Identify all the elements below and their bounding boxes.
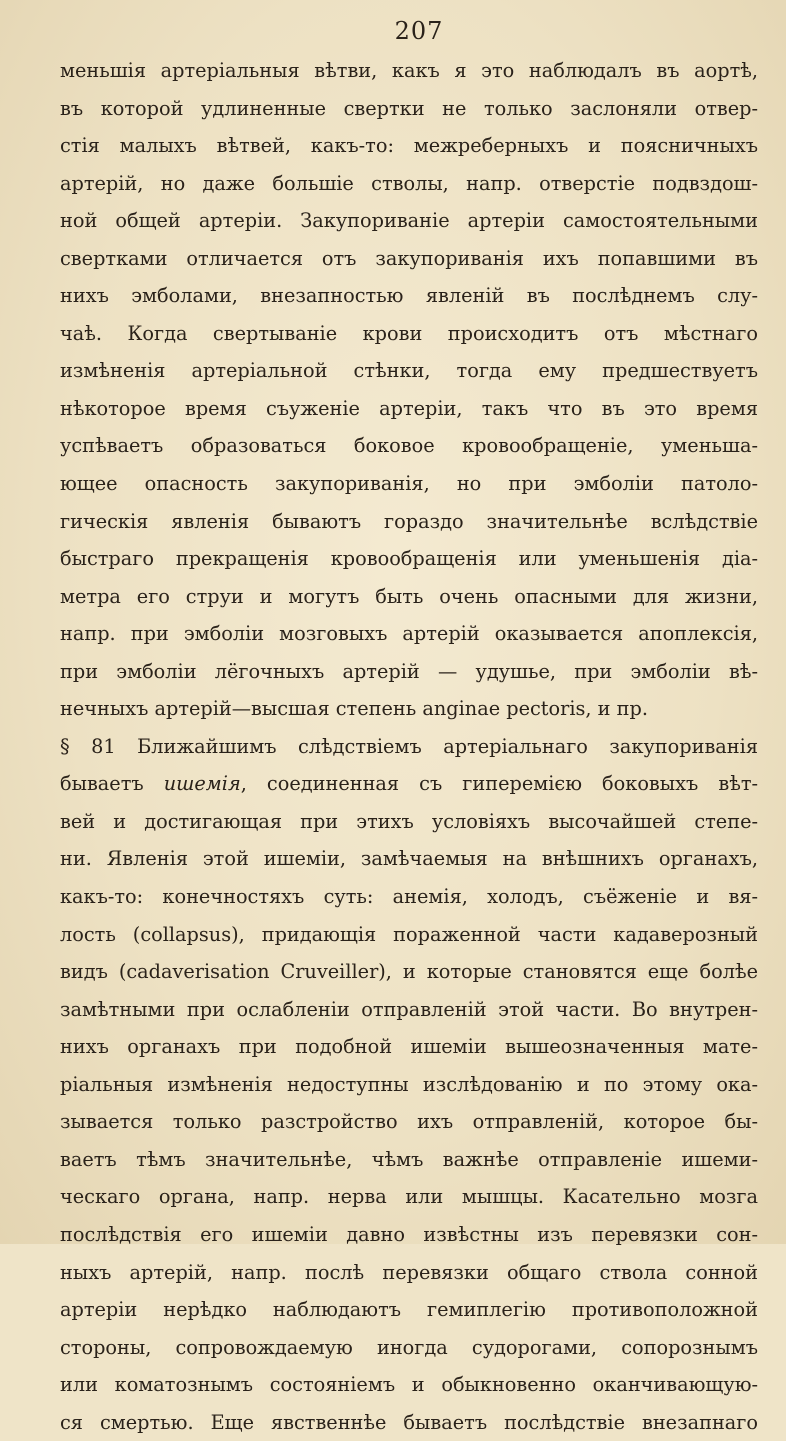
section-81-line: вей и достигающая при этихъ условіяхъ высочайшей степе- bbox=[60, 809, 758, 833]
text-line: ющее опасность закупориванія, но при эмболіи патоло- bbox=[60, 472, 758, 496]
section-81-line: ческаго органа, напр. нерва или мышцы. Касательно мозга bbox=[60, 1185, 758, 1209]
italic-term-ischemia: ишемія bbox=[163, 772, 241, 796]
text-line: успѣваетъ образоваться боковое кровообращеніе, уменьша- bbox=[60, 434, 758, 458]
text-line: измѣненія артеріальной стѣнки, тогда ему предшествуетъ bbox=[60, 359, 758, 383]
text-line: напр. при эмболіи мозговыхъ артерій оказывается апоплексія, bbox=[60, 622, 758, 646]
section-81-line: какъ-то: конечностяхъ суть: анемія, холодъ, съёженіе и вя- bbox=[60, 885, 758, 909]
section-81-line: замѣтными при ослабленіи отправленій этой части. Во внутрен- bbox=[60, 997, 758, 1021]
body-text bbox=[60, 52, 758, 1441]
section-81-line: ся смертью. Еще явственнѣе бываетъ послѣдствіе внезапнаго bbox=[60, 1410, 758, 1434]
text-line: метра его струи и могутъ быть очень опасными для жизни, bbox=[60, 584, 758, 608]
section-81-line: ни. Явленія этой ишеміи, замѣчаемыя на внѣшнихъ органахъ, bbox=[60, 847, 758, 871]
text-line: въ которой удлиненные свертки не только заслоняли отвер- bbox=[60, 96, 758, 120]
text-line: чаѣ. Когда свертываніе крови происходитъ отъ мѣстнаго bbox=[60, 321, 758, 345]
page-number: 207 bbox=[394, 17, 444, 45]
section-81-lead: § 81 Ближайшимъ слѣдствіемъ артеріальнаго закупориванія bbox=[60, 734, 758, 758]
text-line: артерій, но даже большіе стволы, напр. отверстіе подвздош- bbox=[60, 171, 758, 195]
text-line: при эмболіи лёгочныхъ артерій — удушье, при эмболіи вѣ- bbox=[60, 659, 758, 683]
section-81-line: ріальныя измѣненія недоступны изслѣдованію и по этому ока- bbox=[60, 1072, 758, 1096]
section-81-line: видъ (cadaverisation Cruveiller), и которые становятся еще болѣе bbox=[60, 960, 758, 984]
text-line: нечныхъ артерій—высшая степень anginae pectoris, и пр. bbox=[60, 697, 648, 721]
text-span: , соединенная съ гиперемією боковыхъ вѣт- bbox=[240, 772, 758, 796]
section-81-line: лость (collapsus), придающія пораженной части кадаверозный bbox=[60, 922, 758, 946]
text-line: свертками отличается отъ закупориванія ихъ попавшими въ bbox=[60, 246, 758, 270]
text-line: стія малыхъ вѣтвей, какъ-то: межреберныхъ и поясничныхъ bbox=[60, 134, 758, 158]
section-81-line: артеріи нерѣдко наблюдаютъ гемиплегію противоположной bbox=[60, 1298, 758, 1322]
text-line: гическія явленія бываютъ гораздо значительнѣе вслѣдствіе bbox=[60, 509, 758, 533]
text-line: быстраго прекращенія кровообращенія или уменьшенія діа- bbox=[60, 547, 758, 571]
section-81-line: или коматознымъ состояніемъ и обыкновенно оканчивающую- bbox=[60, 1373, 758, 1397]
section-81-line: ныхъ артерій, напр. послѣ перевязки общаго ствола сонной bbox=[60, 1260, 758, 1284]
section-81-line: послѣдствія его ишеміи давно извѣстны изъ перевязки сон- bbox=[60, 1222, 758, 1246]
section-81-line: нихъ органахъ при подобной ишеміи вышеозначенныя мате- bbox=[60, 1035, 758, 1059]
text-line: меньшія артеріальныя вѣтви, какъ я это наблюдалъ въ аортѣ, bbox=[60, 59, 758, 82]
text-span: бываетъ bbox=[60, 772, 164, 796]
section-81-line: ваетъ тѣмъ значительнѣе, чѣмъ важнѣе отправленіе ишеми- bbox=[60, 1147, 758, 1171]
text-line: ной общей артеріи. Закупориваніе артеріи самостоятельными bbox=[60, 209, 758, 233]
section-81-line: зывается только разстройство ихъ отправленій, которое бы- bbox=[60, 1110, 758, 1134]
section-81-line bbox=[60, 765, 758, 803]
section-81-line: стороны, сопровождаемую иногда судорогами, сопорознымъ bbox=[60, 1335, 758, 1359]
text-line: нихъ эмболами, внезапностью явленій въ послѣднемъ слу- bbox=[60, 284, 758, 308]
text-line: нѣкоторое время съуженіе артеріи, такъ что въ это время bbox=[60, 396, 758, 420]
